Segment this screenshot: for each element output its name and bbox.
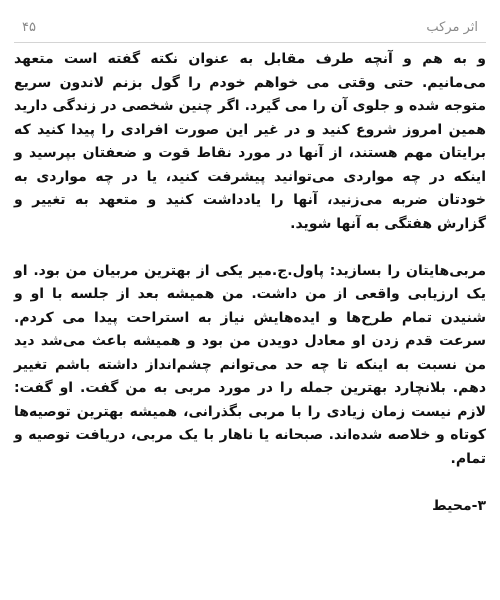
book-title: اثر مرکب (426, 20, 478, 35)
section-heading: ۳-محیط (432, 497, 486, 514)
paragraph-1: و به هم و آنچه طرف مقابل به عنوان نکته گفته است متعهد می‌مانیم. حتی وقتی می خواهم خودم را گول بزنم لاندون سریع متوجه شده و جلوی آن را می گیرد. اگر چنین شخصی در زندگی دارید همین امروز شروع کنید و در غیر این صورت افرادی را پیدا کنید که برایتان مهم هستند، از آنها در مورد نقاط قوت و ضعفتان بپرسید و اینکه در چه مواردی می‌توانید پیشرفت کنید، یا در چه مواردی به خودتان ضربه می‌زنید، آنها را یادداشت کنید و متعهد به تغییر و گزارش هفتگی به آنها شوید. (14, 51, 486, 232)
page-number: ۴۵ (22, 20, 36, 35)
header-divider (14, 42, 486, 43)
page-body (14, 48, 486, 518)
paragraph-2: مربی‌هایتان را بسازید: پاول.ج.میر یکی از بهترین مربیان من بود. او یک ارزیابی واقعی از من داشت. من همیشه بعد از جلسه با او و شنیدن تمام طرح‌ها و ایده‌هایش نیاز به استراحت پیدا می کردم. سرعت قدم زدن او معادل دویدن من بود و همیشه باعث می‌شد دید من نسبت به اینکه تا چه حد می‌توانم چشم‌انداز داشته باشم تغییر دهم. بلانچارد بهترین جمله را در مورد مربی به من گفت. او گفت: لازم نیست زمان زیادی را با مربی بگذرانی، همیشه بهترین توصیه‌ها کوتاه و خلاصه شده‌اند. صبحانه یا ناهار با یک مربی، دریافت توصیه و تمام. (14, 262, 486, 467)
